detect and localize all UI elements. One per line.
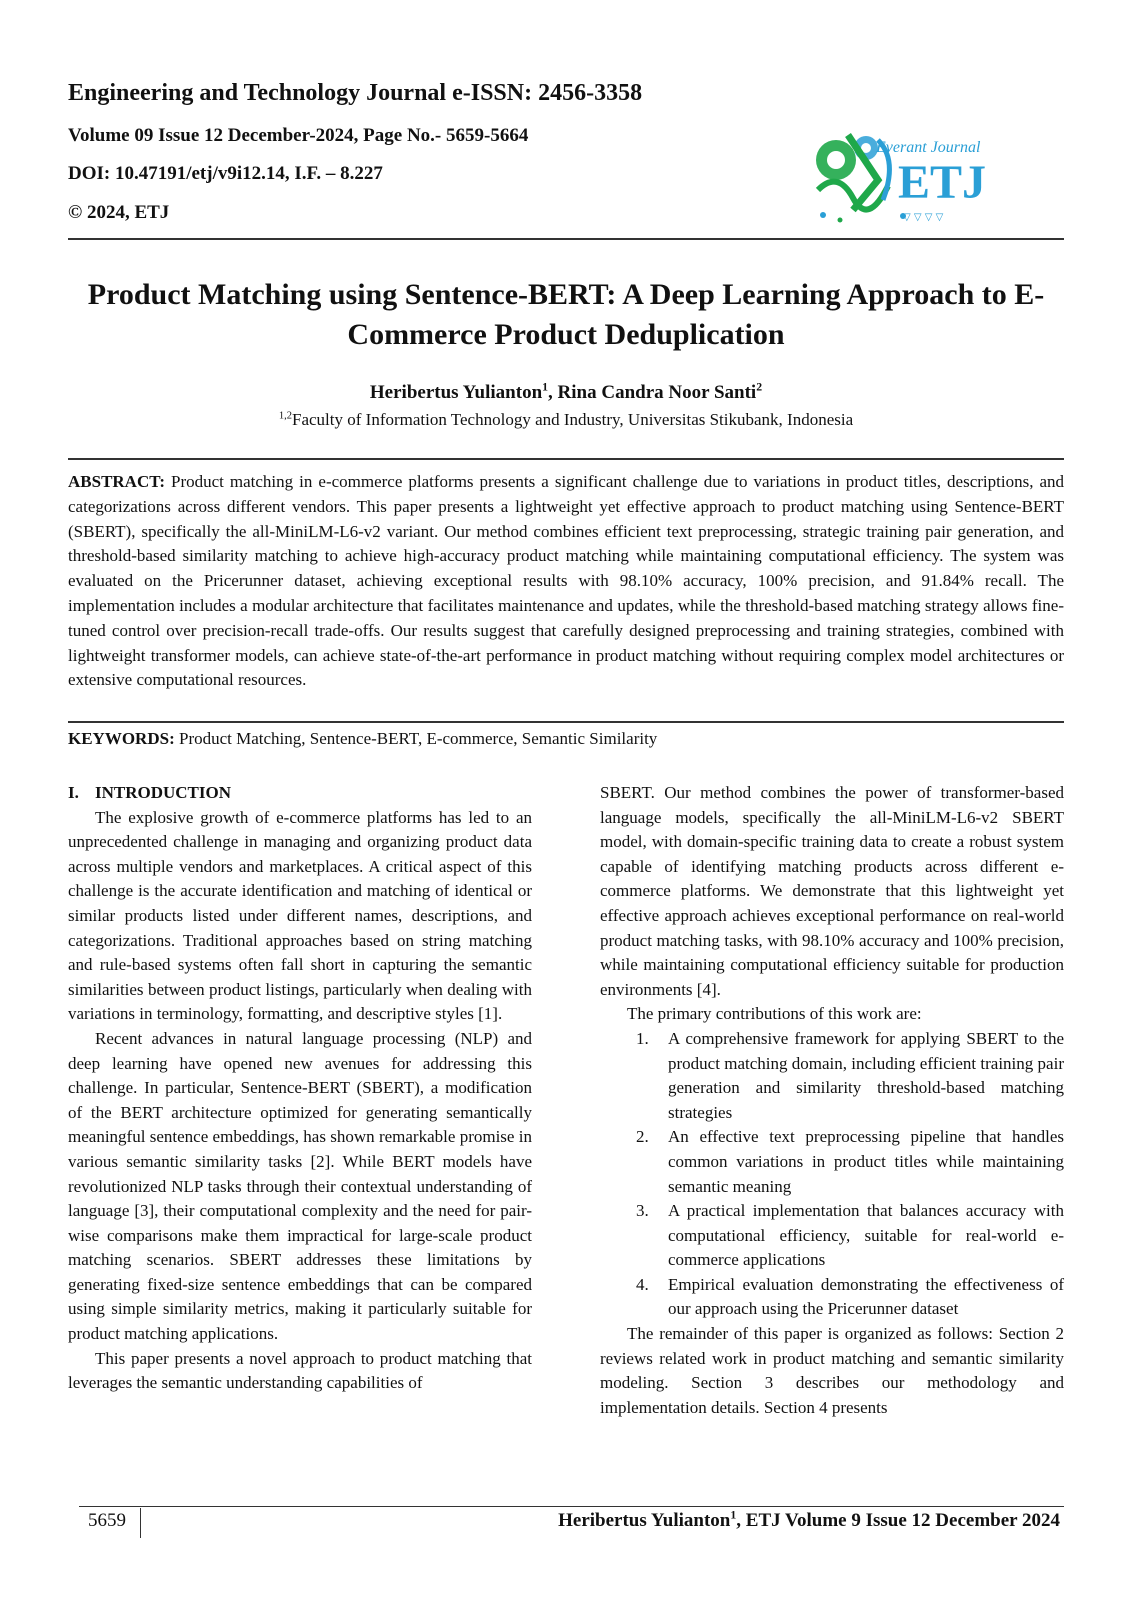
volume-info: Volume 09 Issue 12 December-2024, Page No.- 5659-5664	[68, 125, 529, 146]
footer-journal: , ETJ Volume 9 Issue 12 December 2024	[736, 1510, 1060, 1531]
list-text: Empirical evaluation demonstrating the effectiveness of our approach using the Pricerunner dataset	[668, 1274, 1064, 1319]
keywords-rule	[68, 721, 1064, 723]
list-number: 3.	[636, 1201, 649, 1221]
affiliation-sup: 1,2	[278, 410, 293, 422]
list-item	[600, 1027, 1064, 1125]
list-number: 4.	[636, 1274, 649, 1294]
header-rule	[68, 238, 1064, 240]
footer-rule	[79, 1506, 1064, 1507]
author-sep: ,	[548, 382, 558, 403]
list-item	[600, 1273, 1064, 1322]
left-column	[68, 781, 532, 1396]
abstract-label: ABSTRACT:	[68, 472, 165, 491]
author-name: Heribertus Yulianton	[369, 382, 543, 403]
list-text: An effective text preprocessing pipeline that handles common variations in product titles while maintaining semantic meaning	[668, 1127, 1064, 1196]
author-list	[68, 382, 1064, 404]
author-sup: 2	[756, 380, 763, 394]
journal-logo	[808, 120, 1018, 230]
list-number: 1.	[636, 1028, 649, 1048]
doi-info: DOI: 10.47191/etj/v9i12.14, I.F. – 8.227	[68, 163, 383, 184]
footer-author-sup: 1	[730, 1508, 737, 1522]
keywords-text: Product Matching, Sentence-BERT, E-commerce, Semantic Similarity	[178, 729, 658, 748]
abstract	[68, 470, 1064, 693]
keywords-label: KEYWORDS:	[68, 729, 175, 748]
list-item	[600, 1199, 1064, 1273]
page-number: 5659	[88, 1510, 126, 1531]
abstract-text: Product matching in e-commerce platforms presents a significant challenge due to variations in product titles, descriptions, and categorizations across different vendors. This paper presents a lightweight yet effective approach to product matching using Sentence-BERT (SBERT), specifically the all-MiniLM-L6-v2 variant. Our method combines efficient text preprocessing, strategic training pair generation, and threshold-based similarity matching to achieve high-accuracy product matching while maintaining computational efficiency. The system was evaluated on the Pricerunner dataset, achieving exceptional results with 98.10% accuracy, 100% precision, and 91.84% recall. The implementation includes a modular architecture that facilitates maintenance and updates, while the threshold-based matching strategy allows fine-tuned control over precision-recall trade-offs. Our results suggest that carefully designed preprocessing and training strategies, combined with lightweight transformer models, can achieve state-of-the-art performance in product matching without requiring complex model architectures or extensive computational resources.	[68, 472, 1064, 690]
paragraph: The primary contributions of this work are:	[627, 1004, 922, 1024]
paragraph: Recent advances in natural language processing (NLP) and deep learning have opened new avenues for addressing this challenge. In particular, Sentence-BERT (SBERT), a modification of the BERT architecture optimized for generating semantically meaningful sentence embeddings, has shown remarkable promise in various semantic similarity tasks [2]. While BERT models have revolutionized NLP tasks through their contextual understanding of language [3], their computational complexity and the need for pair-wise comparisons make them impractical for large-scale product matching scenarios. SBERT addresses these limitations by generating fixed-size sentence embeddings that can be compared using simple similarity metrics, making it particularly suitable for product matching applications.	[68, 1028, 532, 1344]
footer-citation	[558, 1510, 1060, 1532]
list-item	[600, 1125, 1064, 1199]
paragraph: This paper presents a novel approach to product matching that leverages the semantic understanding capabilities of	[68, 1348, 532, 1393]
author-name: Rina Candra Noor Santi	[557, 382, 757, 403]
paragraph: The explosive growth of e-commerce platforms has led to an unprecedented challenge in managing and organizing product data across multiple vendors and marketplaces. A critical aspect of this challenge is the accurate identification and matching of identical or similar products listed under different names, descriptions, and categorizations. Traditional approaches based on string matching and rule-based systems often fall short in capturing the semantic similarities between product listings, particularly when dealing with variations in terminology, formatting, and descriptive styles [1].	[68, 807, 532, 1024]
etj-logo-icon	[808, 120, 1018, 230]
logo-main-text: ETJ	[898, 156, 987, 209]
footer-separator	[140, 1508, 141, 1538]
copyright: © 2024, ETJ	[68, 202, 170, 223]
section-title: INTRODUCTION	[95, 783, 232, 802]
svg-text:▽ ▽ ▽ ▽: ▽ ▽ ▽ ▽	[903, 212, 944, 223]
section-heading	[68, 781, 532, 806]
logo-top-text: Everant Journal	[876, 139, 981, 156]
affiliation	[68, 410, 1064, 430]
list-text: A comprehensive framework for applying SBERT to the product matching domain, including efficient training pair generation and similarity threshold-based matching strategies	[668, 1028, 1064, 1122]
right-column	[600, 781, 1064, 1420]
contribution-list	[600, 1027, 1064, 1322]
section-number: I.	[68, 783, 79, 802]
paper-title: Product Matching using Sentence-BERT: A Deep Learning Approach to E-Commerce Product Deduplication	[87, 278, 1045, 351]
list-number: 2.	[636, 1127, 649, 1147]
footer-author: Heribertus Yulianton	[558, 1510, 731, 1531]
author-sup: 1	[542, 380, 549, 394]
paragraph: SBERT. Our method combines the power of transformer-based language models, specifically the all-MiniLM-L6-v2 SBERT model, with domain-specific training data to create a robust system capable of identifying matching products across different e-commerce platforms. We demonstrate that this lightweight yet effective approach achieves exceptional performance on real-world product matching tasks, with 98.10% accuracy and 100% precision, while maintaining computational efficiency suitable for production environments [4].	[600, 783, 1064, 999]
journal-name: Engineering and Technology Journal e-ISSN: 2456-3358	[68, 80, 643, 106]
abstract-top-rule	[68, 458, 1064, 460]
keywords	[68, 729, 1064, 749]
list-text: A practical implementation that balances accuracy with computational efficiency, suitable for real-world e-commerce applications	[668, 1201, 1064, 1270]
paragraph: The remainder of this paper is organized as follows: Section 2 reviews related work in product matching and semantic similarity modeling. Section 3 describes our methodology and implementation details. Section 4 presents	[600, 1324, 1064, 1417]
affiliation-text: Faculty of Information Technology and Industry, Universitas Stikubank, Indonesia	[292, 410, 854, 429]
